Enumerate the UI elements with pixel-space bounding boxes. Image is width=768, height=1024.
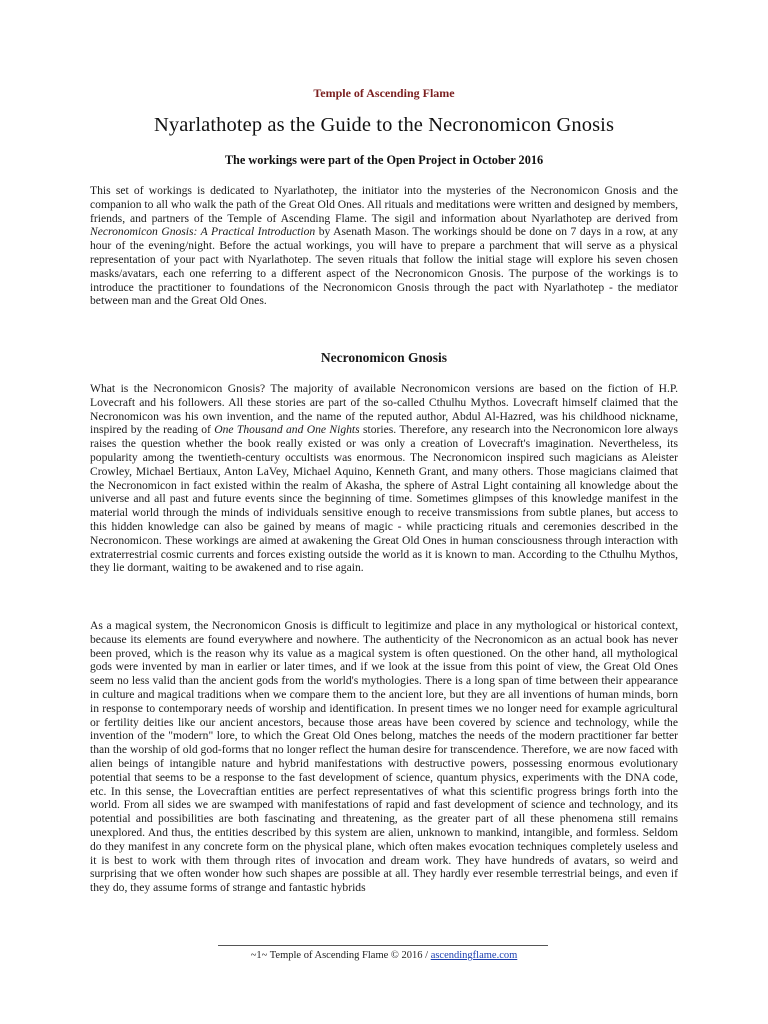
intro-paragraph [90, 184, 678, 308]
organization-name: Temple of Ascending Flame [313, 86, 455, 100]
document-subtitle: The workings were part of the Open Project in October 2016 [224, 153, 544, 167]
intro-text-1: This set of workings is dedicated to Nyarlathotep, the initiator into the mysteries of the Necronomicon Gnosis and the companion to all who walk the path of the Great Old Ones. All rituals and meditations were written and designed by members, friends, and partners of the Temple of Ascending Flame. The sigil and information about Nyarlathotep are derived from [90, 184, 678, 225]
page-footer [90, 950, 678, 961]
intro-text-2: by Asenath Mason. The workings should be done on 7 days in a row, at any hour of the evening/night. Before the actual workings, you will have to prepare a parchment that will serve as a physical representation of your pact with Nyarlathotep. The seven rituals that follow the initial stage will explore his seven chosen masks/avatars, each one referring to a different aspect of the Necronomicon Gnosis. The purpose of the workings is to introduce the practitioner to foundations of the Necronomicon Gnosis through the pact with Nyarlathotep - the mediator between man and the Great Old Ones. [90, 225, 678, 308]
body-text-1a: What is the Necronomicon Gnosis? The majority of available Necronomicon versions are based on the fiction of H.P. Lovecraft and his followers. All these stories are part of the so-called Cthulhu Mythos. Lovecraft himself claimed that the Necronomicon was his own invention, and the name of the reputed author, Abdul Al-Hazred, was his childhood nickname, inspired by the reading of [90, 382, 678, 437]
body-text-1b: stories. Therefore, any research into the Necronomicon lore always raises the question whether the book really existed or was only a creation of Lovecraft's imagination. Nevertheless, its popularity among the twentieth-century occultists was enormous. The Necronomicon inspired such magicians as Aleister Crowley, Michael Bertiaux, Anton LaVey, Michael Aquino, Kenneth Grant, and many others. Those magicians claimed that the Necronomicon in fact existed within the realm of Akasha, the sphere of Astral Light containing all knowledge about the universe and all past and future events since the beginning of time. Sometimes glimpses of this knowledge manifest in the material world through the minds of individuals sensitive enough to receive transmissions from subtle planes, but access to this hidden knowledge can also be gained by means of magic - while practicing rituals and ceremonies described in the Necronomicon. These workings are aimed at awakening the Great Old Ones in human consciousness through interaction with extraterrestrial cosmic currents and forces existing outside the world as it is known to man. According to the Cthulhu Mythos, they lie dormant, waiting to be awakened and to rise again. [90, 423, 678, 575]
footer-link[interactable]: ascendingflame.com [430, 950, 518, 961]
document-title: Nyarlathotep as the Guide to the Necronomicon Gnosis [153, 114, 615, 136]
body-paragraph-2: As a magical system, the Necronomicon Gnosis is difficult to legitimize and place in any mythological or historical context, because its elements are found everywhere and nowhere. The authenticity of the Necronomicon as an actual book has never been proved, which is the reason why its value as a magical system is often questioned. On the other hand, all mythological gods were invented by man in earlier or later times, and if we look at the issue from this point of view, the Great Old Ones seem no less valid than the ancient gods from the world's mythologies. There is a long span of time between their appearance in culture and magical traditions when we compare them to the ancient lore, but they are all inventions of human minds, born in response to contemporary needs of worship and identification. In present times we no longer need for example agricultural or fertility deities like our ancient ancestors, because those areas have been covered by science and technology, while the invention of the "modern" lore, to which the Great Old Ones belong, matches the needs of the modern practitioner far better than the worship of old god-forms that no longer reflect the human desire for transcendence. Therefore, we are now faced with alien beings of intangible nature and hybrid manifestations with destructive powers, possessing enormous evolutionary potential that seems to be a response to the fast development of science, quantum physics, experiments with the DNA code, etc. In this sense, the Lovecraftian entities are perfect representatives of what this scientific progress brings forth into the world. From all sides we are swamped with manifestations of rapid and fast development of science and technology, and its potential and possibilities are both fascinating and threatening, as the greater part of all these phenomena still remains unexplored. And thus, the entities described by this system are alien, unknown to mankind, intangible, and formless. Seldom do they manifest in any concrete form on the physical plane, which often makes evocation techniques completely useless and it is best to work with them through rites of invocation and dream work. They have hundreds of avatars, so weird and surprising that we often wonder how such shapes are possible at all. They hardly ever resemble terrestrial beings, and even if they do, they assume forms of strange and fantastic hybrids [90, 619, 678, 895]
book-title-emphasis: Necronomicon Gnosis: A Practical Introduction [90, 225, 316, 239]
nights-title-emphasis: One Thousand and One Nights [214, 423, 360, 437]
section-heading: Necronomicon Gnosis [320, 350, 448, 365]
footer-text: ~1~ Temple of Ascending Flame © 2016 / [250, 950, 431, 961]
footer-divider [218, 945, 548, 946]
body-paragraph-1 [90, 382, 678, 575]
